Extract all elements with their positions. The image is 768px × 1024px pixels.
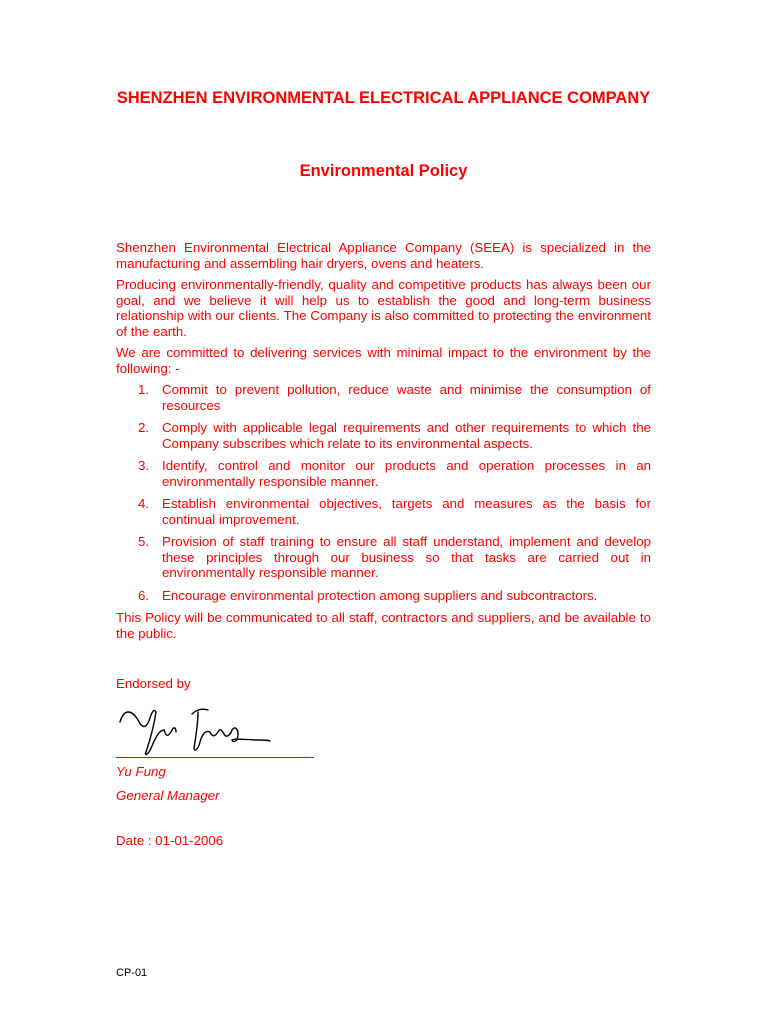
signature-line: [116, 757, 314, 758]
list-item: [116, 382, 651, 413]
handwritten-signature: [116, 700, 276, 760]
signatory-name: Yu Fung: [116, 764, 166, 779]
list-item: [116, 420, 651, 451]
intro-paragraph-2: Producing environmentally-friendly, quality and competitive products has always been our goal, and we believe it will help us to establish the good and long-term business relationship with our clients. The Company is also committed to protecting the environment of the earth.: [116, 277, 651, 339]
list-item-text: Comply with applicable legal requirements and other requirements to which the Company subscribes which relate to its environmental aspects.: [162, 420, 651, 451]
list-item-number: 4.: [138, 496, 150, 511]
endorsed-label: Endorsed by: [116, 676, 191, 691]
list-item: [116, 534, 651, 581]
closing-paragraph: This Policy will be communicated to all staff, contractors and suppliers, and be available to the public.: [116, 610, 651, 641]
policy-body: [116, 240, 651, 647]
list-item-number: 6.: [138, 587, 150, 603]
document-title: Environmental Policy: [299, 162, 468, 180]
list-item-number: 2.: [138, 420, 150, 435]
signatory-role: General Manager: [116, 788, 220, 803]
list-item-number: 1.: [138, 382, 150, 397]
list-item-text: Encourage environmental protection among suppliers and subcontractors.: [162, 587, 598, 603]
document-code: CP-01: [116, 967, 148, 979]
list-item-number: 5.: [138, 534, 150, 549]
list-item: [116, 496, 651, 527]
list-item-text: Identify, control and monitor our products and operation processes in an environmentally responsible manner.: [162, 458, 651, 489]
list-item: [116, 588, 651, 604]
intro-paragraph-3: We are committed to delivering services with minimal impact to the environment by the following: -: [116, 345, 651, 376]
list-item: [116, 458, 651, 489]
policy-date: Date : 01-01-2006: [116, 833, 224, 848]
list-item-number: 3.: [138, 458, 150, 473]
company-name: SHENZHEN ENVIRONMENTAL ELECTRICAL APPLIANCE COMPANY: [116, 89, 651, 107]
intro-paragraph-1: Shenzhen Environmental Electrical Appliance Company (SEEA) is specialized in the manufacturing and assembling hair dryers, ovens and heaters.: [116, 240, 651, 271]
list-item-text: Commit to prevent pollution, reduce waste and minimise the consumption of resources: [162, 382, 651, 413]
list-item-text: Establish environmental objectives, targets and measures as the basis for continual improvement.: [162, 496, 651, 527]
commitment-list: [116, 382, 651, 603]
list-item-text: Provision of staff training to ensure all staff understand, implement and develop these principles through our business so that tasks are carried out in environmentally responsible manner.: [162, 534, 651, 580]
